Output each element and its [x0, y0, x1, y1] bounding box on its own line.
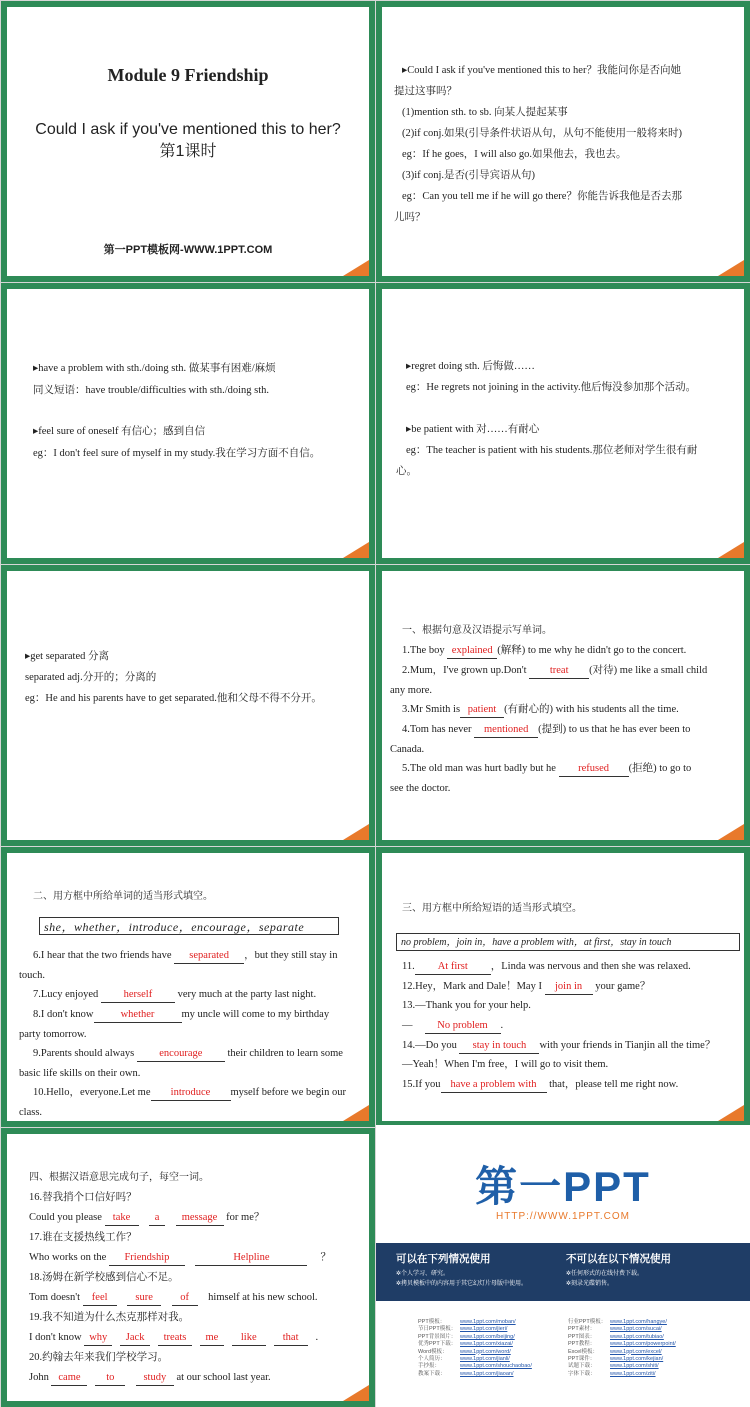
question-2-cont: any more. [390, 685, 432, 696]
answer-blank[interactable]: Friendship [109, 1251, 185, 1266]
question-18-cn: 18.汤姆在新学校感到信心不足。 [29, 1272, 179, 1283]
slide-8-exercise-3[interactable] [376, 847, 750, 1127]
logo-text: 第一PPT [475, 1163, 651, 1210]
question-10 [33, 1083, 346, 1103]
answer-blank[interactable]: treat [529, 664, 589, 679]
question-6 [33, 946, 337, 966]
question-19 [29, 1328, 318, 1348]
text-line: ▸be patient with 对……有耐心 [406, 424, 540, 435]
corner-decoration-icon [718, 824, 744, 840]
text-line: ▸have a problem with sth./doing sth. 做某事有困难/麻烦 [33, 363, 276, 374]
answer-blank[interactable]: a [149, 1211, 165, 1226]
link-label: Excel模板： [568, 1348, 598, 1355]
link-item[interactable] [568, 1341, 676, 1348]
link-url[interactable]: www.1ppt.com/hangye/ [610, 1319, 667, 1325]
q-text: Who works on the [29, 1252, 107, 1263]
q-text: their children to learn some [224, 1048, 343, 1059]
corner-decoration-icon [718, 260, 744, 276]
link-label: 手抄报： [418, 1363, 441, 1370]
slide-6-exercise-1[interactable] [376, 565, 750, 846]
link-label: PPT模板： [418, 1319, 446, 1325]
answer-blank[interactable]: Jack [120, 1331, 150, 1346]
word-box: she，whether，introduce，encourage，separate [39, 917, 339, 935]
answer-blank[interactable]: refused [559, 762, 629, 777]
answer-blank[interactable]: mentioned [474, 723, 538, 738]
text-line: (2)if conj.如果(引导条件状语从句，从句不能使用一般将来时) [402, 128, 682, 139]
question-13: 13.—Thank you for your help. [402, 1000, 531, 1011]
question-4 [402, 720, 690, 740]
corner-decoration-icon [343, 1385, 369, 1401]
text-line: separated adj.分开的；分离的 [25, 672, 157, 683]
q-text: ？ [320, 1252, 332, 1263]
question-9-cont: basic life skills on their own. [19, 1068, 141, 1079]
answer-blank[interactable]: explained [447, 644, 497, 659]
link-label: PPT背景图片： [418, 1333, 457, 1340]
answer-blank[interactable]: me [200, 1331, 224, 1346]
q-text: 15.If you [402, 1079, 441, 1090]
question-14 [402, 1036, 715, 1056]
question-5 [402, 759, 691, 779]
q-text: 3.Mr Smith is [402, 704, 461, 715]
q-text: 6.I hear that the two friends have [33, 950, 175, 961]
link-item[interactable] [418, 1326, 532, 1333]
answer-blank[interactable]: of [172, 1291, 198, 1306]
link-url[interactable]: www.1ppt.com/tubiao/ [610, 1333, 664, 1340]
link-url[interactable]: www.1ppt.com/ziti/ [610, 1370, 656, 1377]
q-text: 5.The old man was hurt badly but he [402, 763, 559, 774]
answer-blank[interactable]: like [232, 1331, 266, 1346]
text-line: 儿吗？ [394, 212, 426, 223]
corner-decoration-icon [718, 542, 744, 558]
question-20 [29, 1368, 271, 1388]
q-text: very much at the party last night. [174, 989, 317, 1000]
q-text: 2.Mum，I've grown up.Don't [402, 665, 530, 676]
link-item[interactable] [418, 1371, 532, 1378]
answer-blank[interactable]: sure [127, 1291, 161, 1306]
text-line: eg：If he goes，I will also go.如果他去，我也去。 [402, 149, 627, 160]
question-10-cont: class. [19, 1107, 43, 1118]
link-label: 个人简历： [418, 1356, 446, 1363]
link-item[interactable] [568, 1371, 676, 1378]
q-text: 1.The boy [402, 645, 448, 656]
link-label: 字体下载： [568, 1370, 596, 1377]
answer-blank[interactable]: No problem [425, 1019, 501, 1034]
question-13-answer [402, 1016, 503, 1036]
question-16-cn: 16.替我捎个口信好吗？ [29, 1192, 137, 1203]
link-url[interactable]: www.1ppt.com/jieri/ [460, 1326, 508, 1333]
link-label: 节日PPT模板： [418, 1326, 457, 1333]
link-url[interactable]: www.1ppt.com/jianli/ [460, 1356, 510, 1363]
link-label: PPT素材： [568, 1326, 596, 1333]
q-text: Could you please [29, 1212, 105, 1223]
lesson-subtitle: Could I ask if you've mentioned this to her? [35, 121, 341, 138]
answer-blank[interactable]: came [51, 1371, 87, 1386]
link-label: PPT图表： [568, 1333, 596, 1340]
q-text: your game？ [592, 981, 651, 992]
answer-blank[interactable]: message [176, 1211, 224, 1226]
link-item[interactable] [418, 1349, 532, 1356]
q-text: 4.Tom has never [402, 724, 475, 735]
question-6-cont: touch. [19, 970, 45, 981]
q-text: 9.Parents should always [33, 1048, 137, 1059]
logo-url[interactable]: HTTP://WWW.1PPT.COM [496, 1211, 630, 1222]
exercise-heading: 二、用方框中所给单词的适当形式填空。 [33, 891, 213, 902]
corner-decoration-icon [343, 1105, 369, 1121]
q-text: 7.Lucy enjoyed [33, 989, 101, 1000]
q-text: at our school last year. [173, 1372, 271, 1383]
q-text: . [315, 1332, 319, 1343]
link-item[interactable] [418, 1341, 532, 1348]
link-list [376, 1301, 750, 1407]
text-line: 同义短语：have trouble/difficulties with sth./doing sth. [33, 385, 270, 396]
slide-4-phrases[interactable] [376, 283, 750, 564]
q-text: Tom doesn't [29, 1292, 81, 1303]
q-text: 11. [402, 961, 415, 972]
question-17 [29, 1248, 331, 1268]
phrase-box: no problem，join in，have a problem with，at first，stay in touch [396, 933, 740, 951]
answer-blank[interactable]: join in [545, 980, 593, 995]
link-label: Word模板： [418, 1348, 448, 1355]
question-14-reply: —Yeah！When I'm free，I will go to visit them. [402, 1059, 609, 1070]
answer-blank[interactable]: to [95, 1371, 125, 1386]
brand-text: 第一PPT模板网-WWW.1PPT.COM [103, 244, 273, 256]
link-url[interactable]: www.1ppt.com/kejian/ [610, 1356, 664, 1363]
question-5-cont: see the doctor. [390, 783, 451, 794]
link-url[interactable]: www.1ppt.com/jiaoan/ [460, 1370, 514, 1377]
link-label: 试题下载： [568, 1363, 596, 1370]
text-line: (3)if conj.是否(引导宾语从句) [402, 170, 535, 181]
exercise-heading: 四、根据汉语意思完成句子，每空一词。 [29, 1172, 209, 1183]
q-text: 14.—Do you [402, 1040, 460, 1051]
question-7 [33, 985, 316, 1005]
answer-blank[interactable]: have a problem with [441, 1078, 547, 1093]
slide-2-grammar[interactable] [376, 1, 750, 282]
can-use-1: ✲个人学习、研究。 [396, 1271, 450, 1277]
question-2 [402, 661, 707, 681]
q-text: 8.I don't know [33, 1009, 94, 1020]
text-line: eg：I don't feel sure of myself in my study.我在学习方面不自信。 [33, 448, 321, 459]
text-line: ▸regret doing sth. 后悔做…… [406, 361, 535, 372]
corner-decoration-icon [343, 824, 369, 840]
usage-banner [376, 1243, 750, 1301]
link-url[interactable]: www.1ppt.com/powerpoint/ [610, 1341, 676, 1348]
answer-blank[interactable]: patient [460, 703, 504, 718]
question-9 [33, 1044, 343, 1064]
link-label: PPT教程： [568, 1341, 596, 1348]
answer-blank[interactable]: introduce [151, 1086, 231, 1101]
answer-blank[interactable]: Helpline [195, 1251, 307, 1266]
ad-logo-area [376, 1125, 750, 1243]
question-12 [402, 977, 650, 997]
text-line: 提过这事吗？ [394, 86, 457, 97]
link-url[interactable]: www.1ppt.com/word/ [460, 1348, 511, 1355]
q-text: with your friends in Tianjin all the time？ [539, 1040, 716, 1051]
module-title: Module 9 Friendship [107, 65, 269, 85]
link-url[interactable]: www.1ppt.com/shouchaobao/ [460, 1363, 532, 1370]
q-text: ，Linda was nervous and then she was relaxed. [490, 961, 691, 972]
answer-blank[interactable]: encourage [137, 1047, 225, 1062]
slide-5-phrases[interactable] [1, 565, 375, 846]
link-url[interactable]: www.1ppt.com/xiazai/ [460, 1341, 513, 1348]
q-text: I don't know [29, 1332, 82, 1343]
question-1 [402, 641, 686, 661]
link-item[interactable] [568, 1326, 676, 1333]
text-line: eg：The teacher is patient with his students.那位老师对学生很有耐 [406, 445, 698, 456]
q-text: (解释) to me why he didn't go to the concert. [497, 645, 687, 656]
cannot-use-1: ✲任何形式的在线付费下载。 [566, 1271, 644, 1277]
answer-blank[interactable]: that [274, 1331, 308, 1346]
link-label: 优秀PPT下载： [418, 1341, 457, 1348]
q-text: 10.Hello，everyone.Let me [33, 1087, 151, 1098]
link-url[interactable]: www.1ppt.com/beijing/ [460, 1333, 515, 1340]
q-text: (拒绝) to go to [628, 763, 692, 774]
slide-10-ad[interactable] [376, 1125, 750, 1407]
text-line: 心。 [396, 466, 417, 477]
answer-blank[interactable]: At first [415, 960, 491, 975]
question-20-cn: 20.约翰去年来我们学校学习。 [29, 1352, 169, 1363]
question-16 [29, 1208, 264, 1228]
q-text: . [500, 1020, 504, 1031]
link-item[interactable] [418, 1363, 532, 1370]
link-url[interactable]: www.1ppt.com/excel/ [610, 1348, 662, 1355]
link-item[interactable] [568, 1363, 676, 1370]
q-text: myself before we begin our [230, 1087, 346, 1098]
q-text: that，please tell me right now. [546, 1079, 679, 1090]
links-left [418, 1319, 532, 1378]
question-17-cn: 17.谁在支援热线工作？ [29, 1232, 137, 1243]
cannot-use-title: 不可以在以下情况使用 [566, 1253, 671, 1265]
link-url[interactable]: www.1ppt.com/shiti/ [610, 1363, 659, 1370]
question-8 [33, 1005, 329, 1025]
slide-1-title[interactable] [1, 1, 375, 282]
question-8-cont: party tomorrow. [19, 1029, 87, 1040]
link-label: PPT课件： [568, 1356, 596, 1363]
answer-blank[interactable]: study [136, 1371, 174, 1386]
link-url[interactable]: www.1ppt.com/moban/ [460, 1319, 516, 1325]
cannot-use-2: ✲刻录光碟销售。 [566, 1281, 614, 1287]
exercise-heading: 三、用方框中所给短语的适当形式填空。 [402, 903, 582, 914]
answer-blank[interactable]: whether [94, 1008, 182, 1023]
answer-blank[interactable]: treats [158, 1331, 192, 1346]
slide-7-exercise-2[interactable] [1, 847, 375, 1127]
answer-blank[interactable]: feel [83, 1291, 117, 1306]
q-text: (有耐心的) with his students all the time. [504, 704, 679, 715]
question-18 [29, 1288, 318, 1308]
link-item[interactable] [568, 1349, 676, 1356]
question-15 [402, 1075, 678, 1095]
question-4-cont: Canada. [390, 744, 425, 755]
link-label: 教案下载： [418, 1370, 446, 1377]
corner-decoration-icon [343, 260, 369, 276]
lesson-number: 第1课时 [159, 143, 217, 160]
answer-blank[interactable]: stay in touch [459, 1039, 539, 1054]
q-text: for me？ [223, 1212, 265, 1223]
answer-blank[interactable]: herself [101, 988, 175, 1003]
q-text: (提到) to us that he has ever been to [538, 724, 691, 735]
can-use-title: 可以在下列情况使用 [396, 1253, 491, 1265]
text-line: ▸get separated 分离 [25, 651, 109, 662]
q-text: — [402, 1020, 413, 1031]
can-use-2: ✲拷贝模板中的内容用于其它幻灯片母版中使用。 [396, 1281, 528, 1287]
q-text: John [29, 1372, 52, 1383]
q-text: my uncle will come to my birthday [181, 1009, 330, 1020]
text-line: eg：He and his parents have to get separated.他和父母不得不分开。 [25, 693, 322, 704]
text-line: (1)mention sth. to sb. 向某人提起某事 [402, 107, 568, 118]
question-11 [402, 957, 691, 977]
links-right [568, 1319, 676, 1378]
q-text: (对待) me like a small child [589, 665, 708, 676]
corner-decoration-icon [343, 542, 369, 558]
slide-3-phrases[interactable] [1, 283, 375, 564]
q-text: ，but they still stay in [244, 950, 338, 961]
text-line: eg：He regrets not joining in the activity.他后悔没参加那个活动。 [406, 382, 697, 393]
answer-blank[interactable]: why [84, 1331, 112, 1346]
link-url[interactable]: www.1ppt.com/sucai/ [610, 1326, 662, 1333]
link-label: 行业PPT模板： [568, 1319, 607, 1325]
exercise-heading: 一、根据句意及汉语提示写单词。 [402, 625, 552, 636]
question-19-cn: 19.我不知道为什么杰克那样对我。 [29, 1312, 190, 1323]
answer-blank[interactable]: separated [174, 949, 244, 964]
q-text: 12.Hey，Mark and Dale！May I [402, 981, 545, 992]
text-line: ▸Could I ask if you've mentioned this to her？我能问你是否向她 [402, 65, 681, 76]
corner-decoration-icon [718, 1105, 744, 1121]
slide-9-exercise-4[interactable] [1, 1128, 375, 1407]
text-line: ▸feel sure of oneself 有信心；感到自信 [33, 426, 206, 437]
text-line: eg：Can you tell me if he will go there？你能告诉我他是否去那 [402, 191, 682, 202]
answer-blank[interactable]: take [105, 1211, 139, 1226]
q-text: himself at his new school. [205, 1292, 318, 1303]
question-3 [402, 700, 679, 720]
